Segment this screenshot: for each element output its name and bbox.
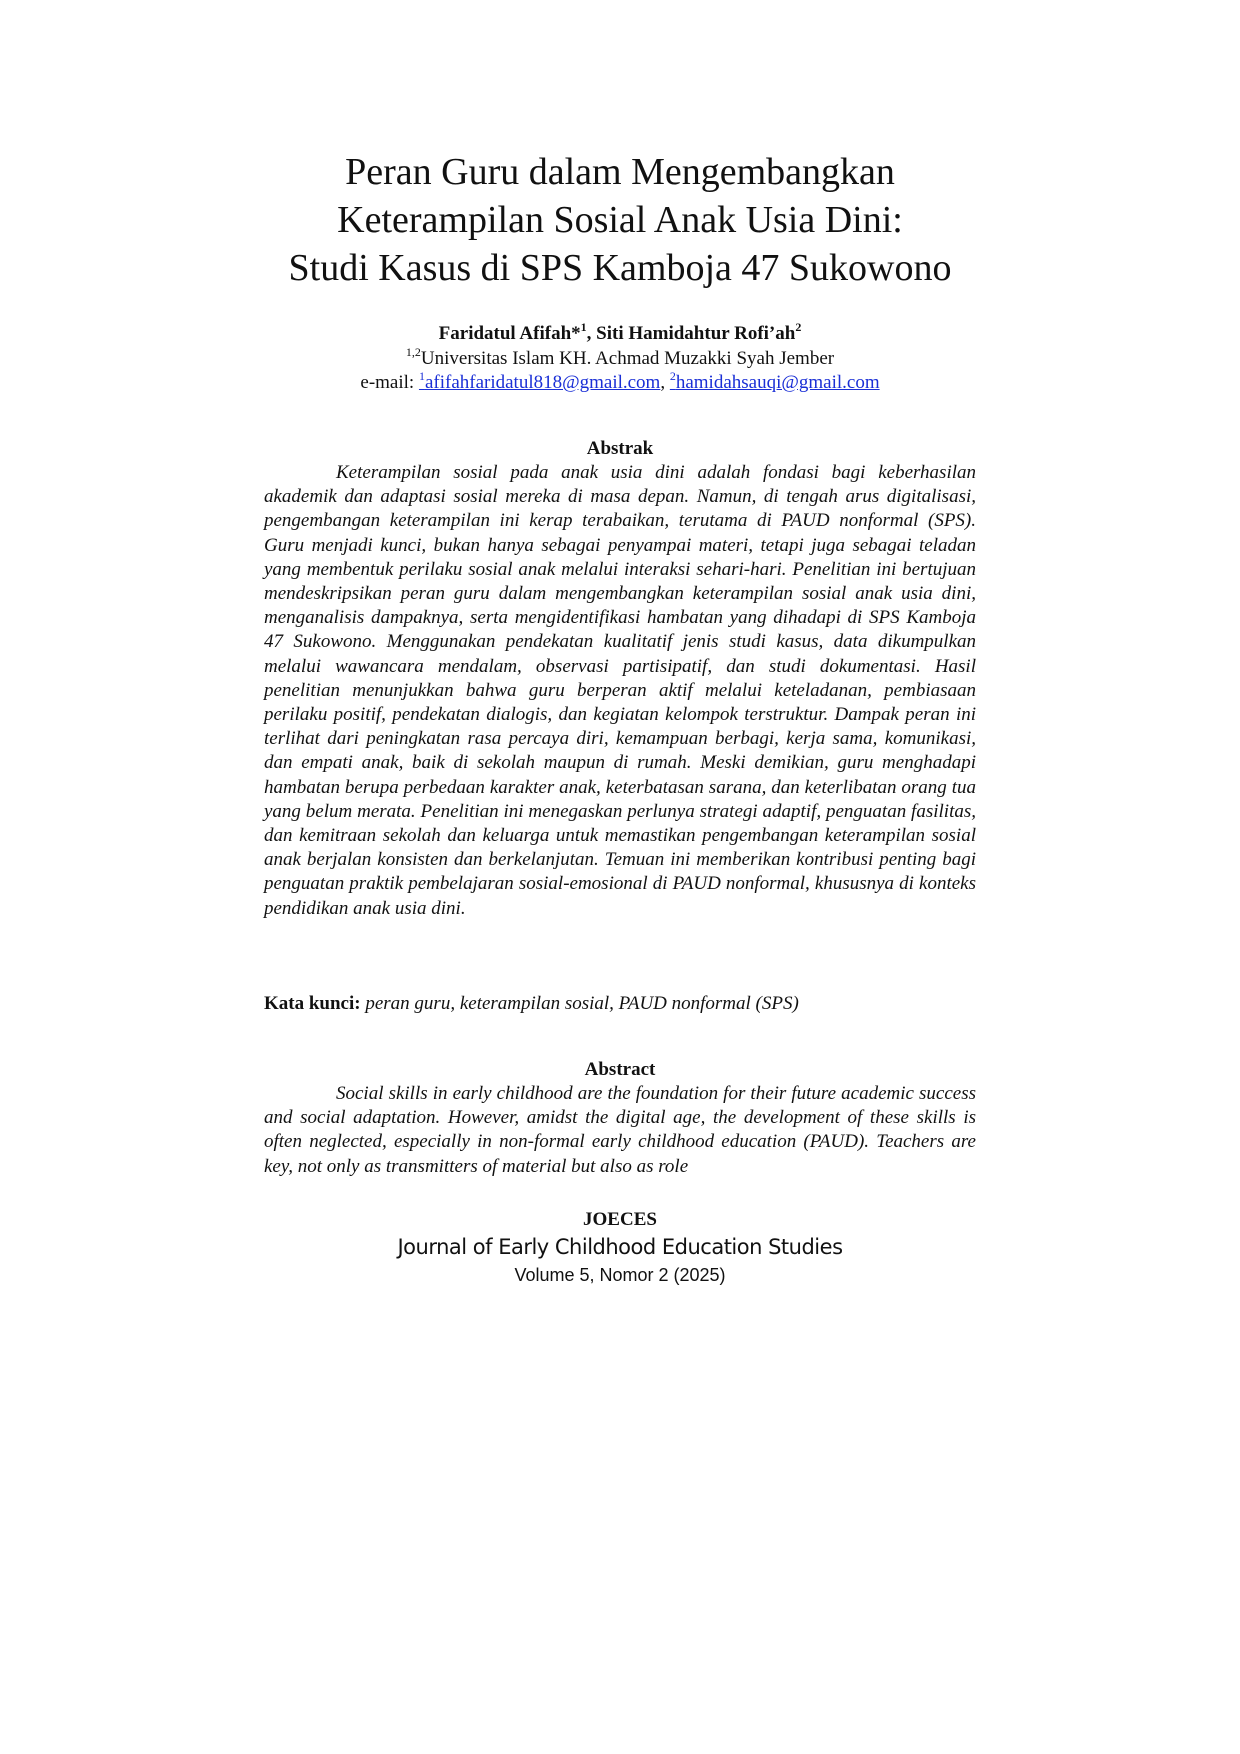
affiliation	[0, 344, 1240, 371]
journal-name: Journal of Early Childhood Education Studies	[397, 1235, 843, 1259]
abstrak-heading: Abstrak	[586, 438, 654, 459]
keywords-value: peran guru, keterampilan sosial, PAUD nonformal (SPS)	[360, 993, 799, 1014]
abstract-heading: Abstract	[584, 1059, 656, 1080]
email-label: e-mail:	[360, 372, 419, 393]
email-2-marker: 2	[669, 368, 676, 383]
title-line-2: Keterampilan Sosial Anak Usia Dini:	[337, 199, 903, 241]
affiliation-text: Universitas Islam KH. Achmad Muzakki Syah Jember	[420, 348, 835, 369]
keywords	[264, 992, 976, 1016]
author-list	[0, 319, 1240, 346]
email-link-1[interactable]	[418, 368, 661, 393]
journal-abbreviation: JOECES	[583, 1209, 657, 1230]
title-line-1: Peran Guru dalam Mengembangkan	[345, 151, 895, 193]
abstract-body: Social skills in early childhood are the foundation for their future academic success and social adaptation. However, amidst the digital age, the development of these skills is often neglected, especially in non-formal early childhood education (PAUD). Teachers are key, not only as transmitters of material but also as role	[264, 1083, 976, 1177]
email-1-marker: 1	[418, 368, 425, 383]
author-2-name: Siti Hamidahtur Rofi’ah	[596, 323, 796, 344]
author-2-marker: 2	[795, 319, 802, 334]
author-separator: ,	[586, 323, 597, 344]
author-1-marker: 1	[580, 319, 587, 334]
title-line-3: Studi Kasus di SPS Kamboja 47 Sukowono	[288, 247, 952, 289]
email-1-address: afifahfaridatul818@gmail.com	[424, 372, 661, 393]
paper-title	[0, 148, 1240, 292]
email-line	[0, 368, 1240, 395]
email-2-address: hamidahsauqi@gmail.com	[675, 372, 880, 393]
affiliation-marker: 1,2	[405, 344, 421, 359]
email-link-2[interactable]	[669, 368, 880, 393]
email-separator: ,	[660, 372, 670, 393]
abstrak-body: Keterampilan sosial pada anak usia dini adalah fondasi bagi keberhasilan akademik dan adaptasi sosial mereka di masa depan. Namun, di tengah arus digitalisasi, pengembangan keterampilan ini kerap terabaikan, terutama di PAUD nonformal (SPS). Guru menjadi kunci, bukan hanya sebagai penyampai materi, tetapi juga sebagai teladan yang membentuk perilaku sosial anak melalui interaksi sehari-hari. Penelitian ini bertujuan mendeskripsikan peran guru dalam mengembangkan keterampilan sosial anak usia dini, menganalisis dampaknya, serta mengidentifikasi hambatan yang dihadapi di SPS Kamboja 47 Sukowono. Menggunakan pendekatan kualitatif jenis studi kasus, data dikumpulkan melalui wawancara mendalam, observasi partisipatif, dan studi dokumentasi. Hasil penelitian menunjukkan bahwa guru berperan aktif melalui keteladanan, pembiasaan perilaku positif, pendekatan dialogis, dan kegiatan kelompok terstruktur. Dampak peran ini terlihat dari peningkatan rasa percaya diri, kemampuan berbagi, kerja sama, komunikasi, dan empati anak, baik di sekolah maupun di rumah. Meski demikian, guru menghadapi hambatan berupa perbedaan karakter anak, keterbatasan sarana, dan keterlibatan orang tua yang belum merata. Penelitian ini menegaskan perlunya strategi adaptif, penguatan fasilitas, dan kemitraan sekolah dan keluarga untuk memastikan pengembangan keterampilan sosial anak berjalan konsisten dan berkelanjutan. Temuan ini memberikan kontribusi penting bagi penguatan praktik pembelajaran sosial-emosional di PAUD nonformal, khususnya di konteks pendidikan anak usia dini.	[264, 462, 976, 919]
author-1-name: Faridatul Afifah*	[438, 323, 581, 344]
keywords-label: Kata kunci:	[264, 993, 361, 1014]
journal-volume: Volume 5, Nomor 2 (2025)	[514, 1265, 726, 1285]
